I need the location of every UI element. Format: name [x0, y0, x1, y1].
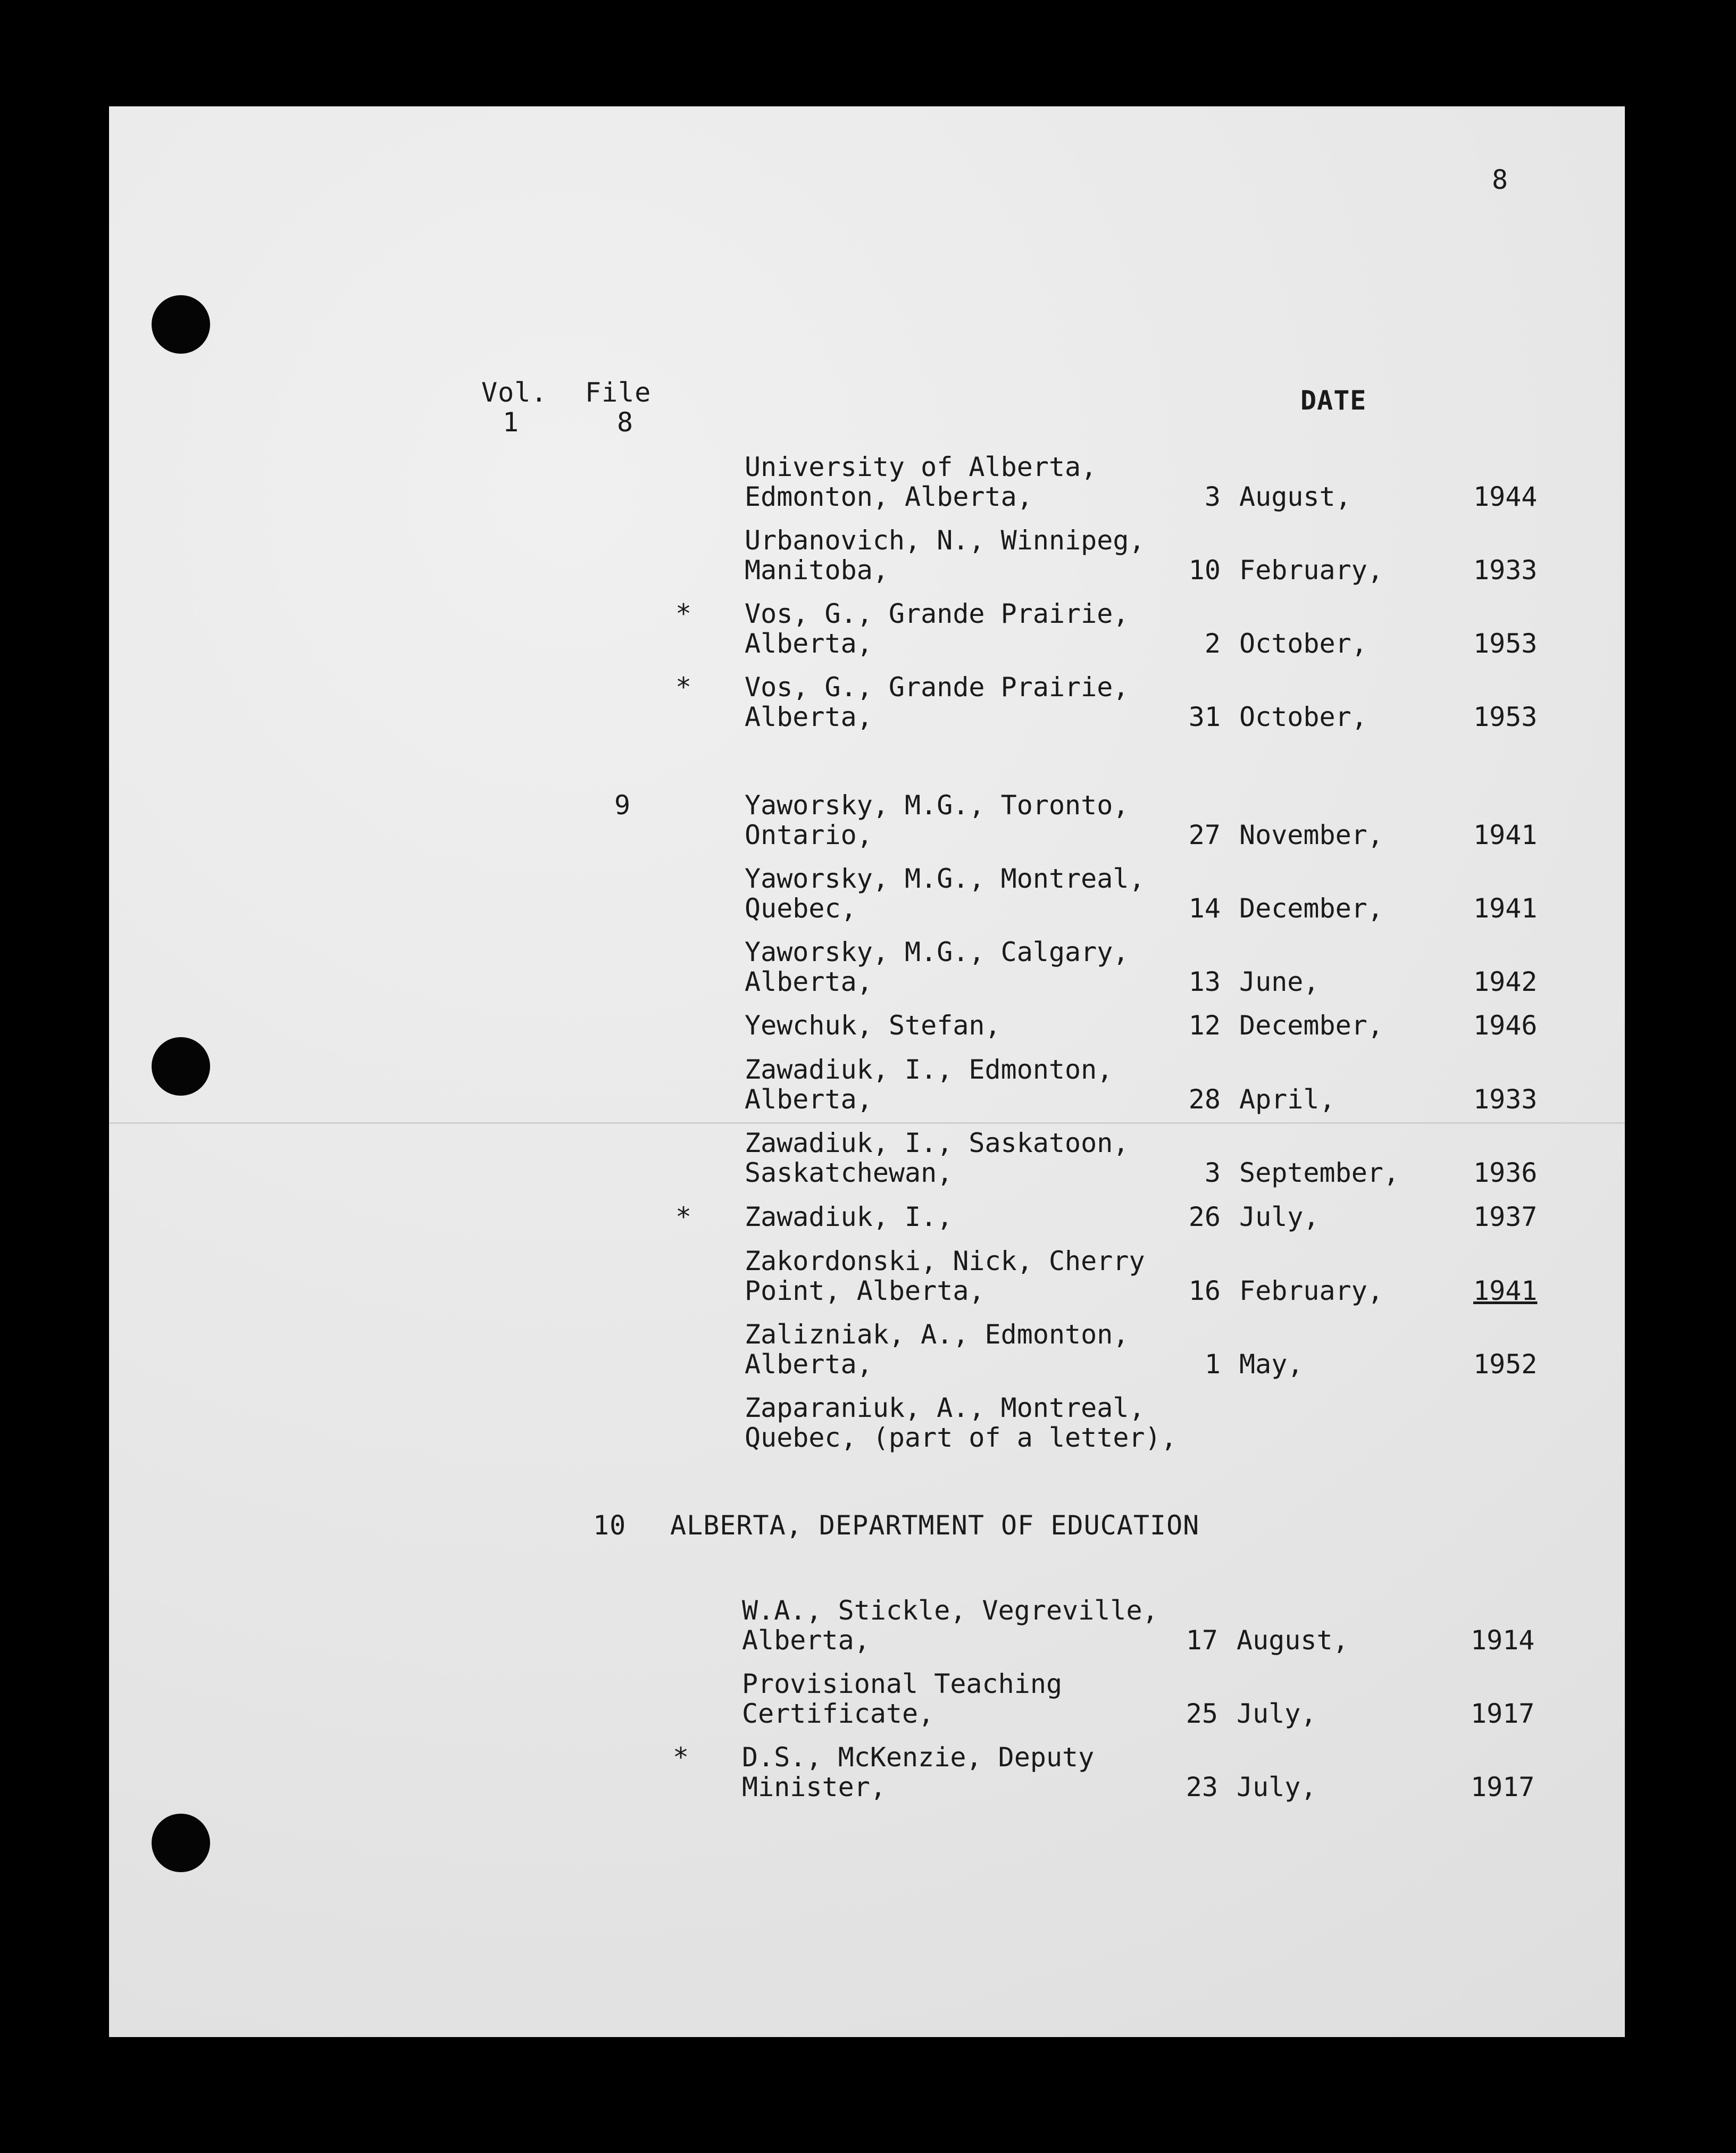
entry-name: Yaworsky, M.G., Toronto,: [745, 790, 1129, 821]
fold-line: [109, 1122, 1625, 1124]
entry-month: May,: [1239, 1349, 1304, 1380]
entry-name: W.A., Stickle, Vegreville,: [742, 1595, 1158, 1626]
entry-place: Alberta,: [745, 628, 873, 659]
entry-name: D.S., McKenzie, Deputy: [742, 1742, 1095, 1773]
entry-year: 1917: [1471, 1698, 1535, 1729]
entry-day: 17: [1186, 1625, 1218, 1656]
entry-year: 1946: [1473, 1010, 1538, 1041]
entry-name: Yaworsky, M.G., Calgary,: [745, 937, 1129, 967]
entry-day: 16: [1188, 1275, 1221, 1306]
entry-place: Alberta,: [745, 702, 873, 732]
entry-day: 1: [1204, 1349, 1221, 1380]
file-number-10: 10: [593, 1510, 627, 1541]
entry-name: Vos, G., Grande Prairie,: [745, 672, 1129, 703]
entry-month: December,: [1239, 1010, 1383, 1041]
punch-hole-middle: [152, 1037, 210, 1096]
punch-hole-top: [152, 295, 210, 354]
entry-place: Alberta,: [745, 966, 873, 997]
entry-month: February,: [1239, 1275, 1383, 1306]
entry-month: December,: [1239, 893, 1383, 924]
header-file: File: [585, 377, 652, 408]
entry-month: October,: [1239, 628, 1367, 659]
entry-name: Zaparaniuk, A., Montreal,: [745, 1392, 1145, 1423]
entry-month: July,: [1239, 1201, 1320, 1232]
vol-value: 1: [503, 407, 520, 438]
entry-month: August,: [1239, 481, 1351, 512]
entry-day: 14: [1188, 893, 1221, 924]
entry-place: Alberta,: [742, 1625, 870, 1656]
entry-day: 10: [1188, 555, 1221, 586]
asterisk-marker: *: [675, 1201, 692, 1232]
entry-month: November,: [1239, 820, 1383, 850]
section-heading: ALBERTA, DEPARTMENT OF EDUCATION: [670, 1510, 1200, 1541]
entry-day: 2: [1204, 628, 1221, 659]
entry-name: Yaworsky, M.G., Montreal,: [745, 863, 1145, 894]
entry-name: Zakordonski, Nick, Cherry: [745, 1246, 1145, 1276]
asterisk-marker: *: [675, 672, 692, 703]
entry-month: April,: [1239, 1084, 1336, 1115]
entry-year: 1936: [1473, 1157, 1538, 1188]
entry-day: 28: [1188, 1084, 1221, 1115]
entry-name: Urbanovich, N., Winnipeg,: [745, 525, 1145, 556]
entry-year: 1941: [1473, 893, 1538, 924]
entry-day: 25: [1186, 1698, 1218, 1729]
entry-place: Alberta,: [745, 1084, 873, 1115]
header-vol: Vol.: [481, 377, 548, 408]
entry-name: Zawadiuk, I., Saskatoon,: [745, 1128, 1129, 1158]
entry-name: University of Alberta,: [745, 452, 1097, 482]
asterisk-marker: *: [675, 598, 692, 629]
entry-name: Zawadiuk, I., Edmonton,: [745, 1054, 1113, 1085]
entry-place: Saskatchewan,: [745, 1157, 953, 1188]
document-page: [109, 106, 1625, 2037]
entry-month: September,: [1239, 1157, 1400, 1188]
entry-year: 1944: [1473, 481, 1538, 512]
file-number-9: 9: [614, 790, 631, 821]
entry-year: 1942: [1473, 966, 1538, 997]
entry-day: 31: [1188, 702, 1221, 732]
entry-day: 23: [1186, 1772, 1218, 1802]
entry-month: February,: [1239, 555, 1383, 586]
entry-day: 3: [1204, 1157, 1221, 1188]
entry-year: 1933: [1473, 1084, 1538, 1115]
entry-name: Yewchuk, Stefan,: [745, 1010, 1001, 1041]
entry-day: 26: [1188, 1201, 1221, 1232]
entry-name: Provisional Teaching: [742, 1668, 1063, 1699]
page-number: 8: [1492, 164, 1509, 195]
entry-place: Point, Alberta,: [745, 1275, 985, 1306]
entry-year: 1917: [1471, 1772, 1535, 1802]
entry-name: Zalizniak, A., Edmonton,: [745, 1319, 1129, 1350]
entry-month: June,: [1239, 966, 1320, 997]
file-number-8: 8: [617, 407, 634, 438]
entry-place: Quebec,: [745, 893, 857, 924]
asterisk-marker: *: [673, 1742, 689, 1773]
entry-place: Minister,: [742, 1772, 886, 1802]
entry-month: August,: [1237, 1625, 1349, 1656]
entry-day: 27: [1188, 820, 1221, 850]
entry-name: Zawadiuk, I.,: [745, 1201, 953, 1232]
punch-hole-bottom: [152, 1814, 210, 1872]
entry-year: 1914: [1471, 1625, 1535, 1656]
entry-month: July,: [1237, 1698, 1317, 1729]
entry-place: Quebec, (part of a letter),: [745, 1422, 1177, 1453]
entry-year: 1941: [1473, 1275, 1538, 1306]
entry-day: 3: [1204, 481, 1221, 512]
entry-day: 12: [1188, 1010, 1221, 1041]
header-date: DATE: [1300, 385, 1367, 416]
entry-year: 1952: [1473, 1349, 1538, 1380]
entry-place: Ontario,: [745, 820, 873, 850]
entry-month: October,: [1239, 702, 1367, 732]
entry-place: Manitoba,: [745, 555, 889, 586]
entry-year: 1953: [1473, 702, 1538, 732]
entry-place: Alberta,: [745, 1349, 873, 1380]
entry-name: Vos, G., Grande Prairie,: [745, 598, 1129, 629]
entry-place: Certificate,: [742, 1698, 934, 1729]
entry-month: July,: [1237, 1772, 1317, 1802]
entry-year: 1941: [1473, 820, 1538, 850]
entry-year: 1937: [1473, 1201, 1538, 1232]
entry-year: 1933: [1473, 555, 1538, 586]
entry-year: 1953: [1473, 628, 1538, 659]
entry-day: 13: [1188, 966, 1221, 997]
entry-place: Edmonton, Alberta,: [745, 481, 1033, 512]
